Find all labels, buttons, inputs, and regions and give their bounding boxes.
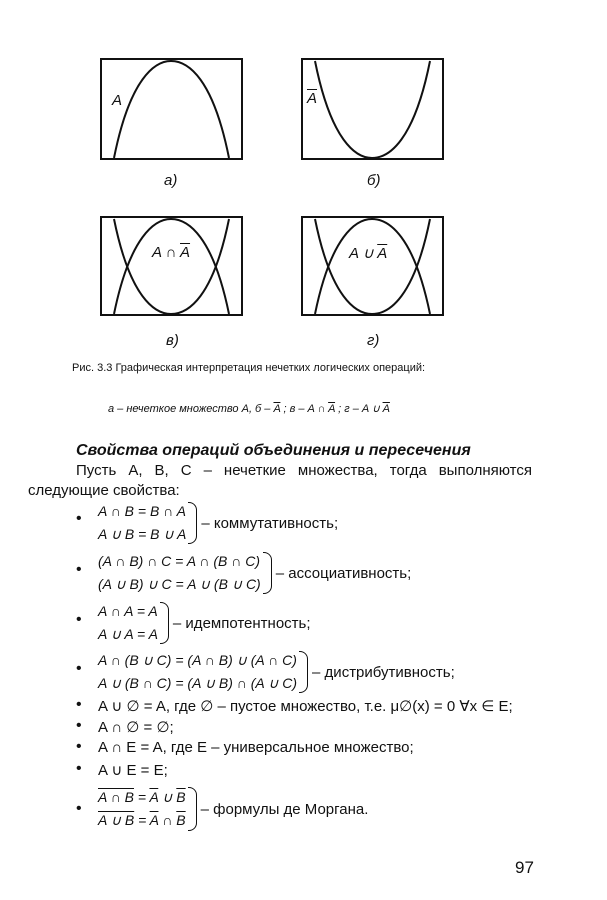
figure-caption: Рис. 3.3 Графическая интерпретация нечетких логических операций:: [72, 362, 426, 374]
property-idempotence: [98, 600, 311, 646]
bullet: •: [76, 800, 82, 817]
brace: [299, 651, 308, 693]
figure-g-label: A ∪ $\overline{A}$: [349, 245, 388, 262]
property-de-morgan: [98, 786, 368, 832]
bullet: •: [76, 611, 82, 628]
section-heading: Свойства операций объединения и пересечения: [76, 442, 471, 459]
property-associativity: [98, 550, 411, 596]
figure-v-caption: в): [166, 332, 179, 349]
brace: [263, 552, 272, 594]
figure-b-caption: б): [367, 172, 381, 189]
formula-line: A ∩ $B = \overline{A}$ ∪ $\overline{B}$: [98, 789, 186, 805]
formula-line: (A ∩ B) ∩ C = A ∩ (B ∩ C): [98, 553, 260, 569]
figure-a-curve: [100, 58, 243, 160]
formula-line: A ∪ A = A: [98, 626, 158, 642]
property-description: – ассоциативность;: [275, 564, 412, 582]
property-description: – дистрибутивность;: [312, 663, 455, 681]
figure-g-curves: [301, 216, 444, 316]
figure-legend: а – нечеткое множество A, б – $\overline{A}$ ; в – A ∩ $\overline{A}$ ; г – A ∪ $\overline{A}$: [108, 403, 390, 415]
formula-line: A ∩ A = A: [98, 603, 158, 619]
intro-line-1: Пусть A, B, C – нечеткие множества, тогда выполняются: [76, 462, 532, 479]
property-description: – коммутативность;: [201, 514, 339, 532]
property-distributivity: [98, 649, 455, 695]
figure-v-curves: [100, 216, 243, 316]
formula-line: A ∩ (B ∪ C) = (A ∩ B) ∪ (A ∩ C): [98, 652, 297, 668]
bullet: •: [76, 561, 82, 578]
property-commutativity: [98, 500, 338, 546]
bullet: •: [76, 510, 82, 527]
property-universal-union: A ∪ E = E;: [98, 762, 168, 779]
intro-line-2: следующие свойства:: [28, 482, 180, 499]
formula-line: A ∪ B = B ∪ A: [98, 526, 187, 542]
formula-line: (A ∪ B) ∪ C = A ∪ (B ∪ C): [98, 576, 261, 592]
brace: [188, 502, 197, 544]
bullet: •: [76, 717, 82, 734]
figure-b-curve: [301, 58, 444, 160]
figure-g-caption: г): [367, 332, 380, 349]
figure-a-label: A: [112, 92, 123, 109]
formula-line: A ∪ (B ∩ C) = (A ∪ B) ∩ (A ∪ C): [98, 675, 298, 691]
bullet: •: [76, 738, 82, 755]
property-empty-intersection: A ∩ ∅ = ∅;: [98, 719, 174, 736]
property-description: – формулы де Моргана.: [200, 800, 369, 818]
figure-a-caption: а): [164, 172, 178, 189]
bullet: •: [76, 660, 82, 677]
brace: [160, 602, 169, 644]
page-number: 97: [515, 858, 534, 877]
figure-v-label: A ∩ $\overline{A}$: [152, 244, 191, 261]
figure-b-label: $\overline{A}$: [307, 90, 318, 107]
property-description: – идемпотентность;: [172, 614, 311, 632]
bullet: •: [76, 696, 82, 713]
brace: [188, 787, 197, 831]
bullet: •: [76, 760, 82, 777]
property-universal-intersection: A ∩ E = A, где E – универсальное множество;: [98, 739, 414, 756]
property-empty-union: A ∪ ∅ = A, где ∅ – пустое множество, т.е. μ∅(x) = 0 ∀x ∈ E;: [98, 698, 513, 715]
formula-line: A ∪ $B = \overline{A}$ ∩ $\overline{B}$: [98, 812, 186, 828]
formula-line: A ∩ B = B ∩ A: [98, 503, 186, 519]
